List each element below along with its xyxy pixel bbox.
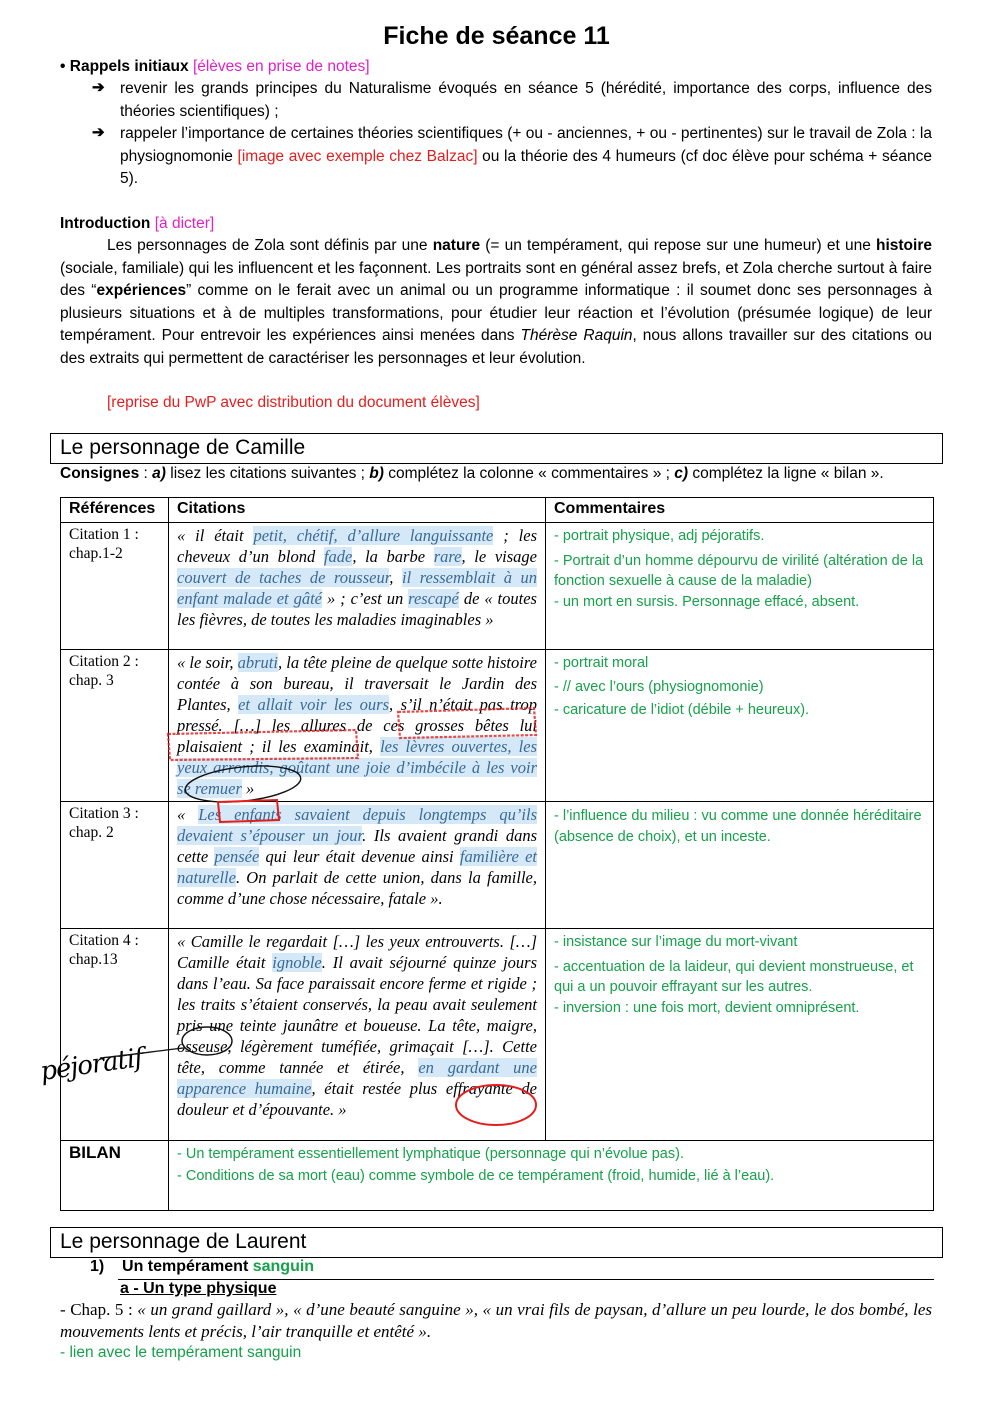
header-commentaires: Commentaires — [546, 498, 934, 523]
row-citation: « Camille le regardait […] les yeux entrouverts. […] Camille était ignoble. Il avait séjourné quinze jours dans l’eau. Sa face paraissait encore ferme et rigide ; les traits s’étaient conservés, la peau avait seulement pris une teinte jaunâtre et boueuse. La tête, maigre, osseuse, légèrement tuméfiée, grimaçait […]. Cette tête, comme tannée et étirée, en gardant une apparence humaine, était restée plus effrayante de douleur et d’épouvante. » — [169, 929, 546, 1141]
row-comments: - l’influence du milieu : vu comme une donnée héréditaire (absence de choix), et un inceste. — [546, 802, 934, 929]
bilan-label: BILAN — [61, 1141, 169, 1211]
bilan-row — [61, 1141, 934, 1211]
section-heading-camille: Le personnage de Camille — [50, 433, 943, 464]
consignes-line: Consignes : a) lisez les citations suivantes ; b) complétez la colonne « commentaires » ; c) complétez la ligne « bilan ». — [60, 465, 884, 482]
rappels-note: [élèves en prise de notes] — [192, 58, 370, 75]
page-title: Fiche de séance 11 — [383, 22, 610, 50]
row-comments: - portrait physique, adj péjoratifs. - Portrait d’un homme dépourvu de virilité (altération de la fonction sexuelle à cause de la maladie) - un mort en sursis. Personnage effacé, absent. — [546, 523, 934, 650]
arrow-right-icon: ➔ — [92, 124, 105, 141]
rappels-item-2: rappeler l’importance de certaines théories scientifiques (+ ou - anciennes, + ou - pertinentes) sur le travail de Zola : la physiognomonie [image avec exemple chez Balzac] ou la théorie des 4 humeurs (cf doc élève pour schéma + séance 5). — [120, 125, 932, 187]
arrow-right-icon: ➔ — [92, 79, 105, 96]
row-comments: - insistance sur l’image du mort-vivant - accentuation de la laideur, qui devient monstrueuse, et qui a un pouvoir effrayant sur les autres. - inversion : une fois mort, devient omniprésent. — [546, 929, 934, 1141]
row-reference: Citation 2 : chap. 3 — [61, 650, 169, 802]
section-heading-laurent: Le personnage de Laurent — [50, 1227, 943, 1258]
laurent-subheading-1a: a - Un type physique — [120, 1280, 277, 1297]
handwritten-annotation: péjoratif — [38, 1042, 145, 1088]
laurent-chap-quote: - Chap. 5 : « un grand gaillard », « d’une beauté sanguine », « un vrai fils de paysan, d’allure un peu lourde, le dos bombé, les mouvements lents et précis, l’air tranquille et entêté ». — [60, 1300, 932, 1341]
bilan-text: - Un tempérament essentiellement lymphatique (personnage qui n’évolue pas). - Conditions de sa mort (eau) comme symbole de ce tempérament (froid, humide, lié à l’eau). — [169, 1141, 934, 1211]
laurent-subheading-1: 1) Un tempérament sanguin — [90, 1258, 315, 1275]
table-row — [61, 929, 934, 1141]
table-header-row — [61, 498, 934, 523]
introduction-heading: Introduction [à dicter] — [60, 215, 215, 232]
rappels-label: Rappels initiaux — [69, 58, 189, 75]
table-row — [61, 650, 934, 802]
rappels-item-1: revenir les grands principes du Naturalisme évoqués en séance 5 (hérédité, importance des corps, influence des théories scientifiques) ; — [120, 80, 932, 120]
row-reference: Citation 3 : chap. 2 — [61, 802, 169, 929]
citations-table — [60, 497, 934, 1211]
rappels-heading: • Rappels initiaux [élèves en prise de notes] — [60, 58, 370, 75]
row-comments: - portrait moral - // avec l’ours (physiognomonie) - caricature de l’idiot (débile + heureux). — [546, 650, 934, 802]
row-reference: Citation 1 : chap.1-2 — [61, 523, 169, 650]
row-reference: Citation 4 : chap.13 — [61, 929, 169, 1141]
introduction-reprise: [reprise du PwP avec distribution du document élèves] — [107, 394, 480, 411]
table-row — [61, 802, 934, 929]
row-citation: « le soir, abruti, la tête pleine de quelque sotte histoire contée à son bureau, il traversait le Jardin des Plantes, et allait voir les ours, s’il n’était pas trop pressé. […] les allures de ces grosses bêtes lui plaisaient ; il les examinait, les lèvres ouvertes, les yeux arrondis, goûtant une joie d’imbécile à les voir se remuer » — [169, 650, 546, 802]
header-references: Références — [61, 498, 169, 523]
row-citation: « il était petit, chétif, d’allure languissante ; les cheveux d’un blond fade, la barbe rare, le visage couvert de taches de rousseur, il ressemblait à un enfant malade et gâté » ; c’est un rescapé de « toutes les fièvres, de toutes les maladies imaginables » — [169, 523, 546, 650]
header-citations: Citations — [169, 498, 546, 523]
row-citation: « Les enfants savaient depuis longtemps qu’ils devaient s’épouser un jour. Ils avaient grandi dans cette pensée qui leur était devenue ainsi familière et naturelle. On parlait de cette union, dans la famille, comme d’une chose nécessaire, fatale ». — [169, 802, 546, 929]
introduction-text: Les personnages de Zola sont définis par une nature (= un tempérament, qui repose sur une humeur) et une histoire (sociale, familiale) qui les influencent et les façonnent. Les portraits sont en général assez brefs, et Zola cherche surtout à faire des “expériences” comme on le ferait avec un animal ou un programme informatique : il soumet donc ses personnages à plusieurs situations et à de multiples transformations, pour étudier leur réaction et l’évolution (présumée logique) de leur tempérament. Pour entrevoir les expériences ainsi menées dans Thérèse Raquin, nous allons travailler sur des citations ou des extraits qui permettent de caractériser les personnages et leur évolution. — [60, 237, 932, 367]
table-row — [61, 523, 934, 650]
laurent-link: - lien avec le tempérament sanguin — [60, 1344, 302, 1361]
